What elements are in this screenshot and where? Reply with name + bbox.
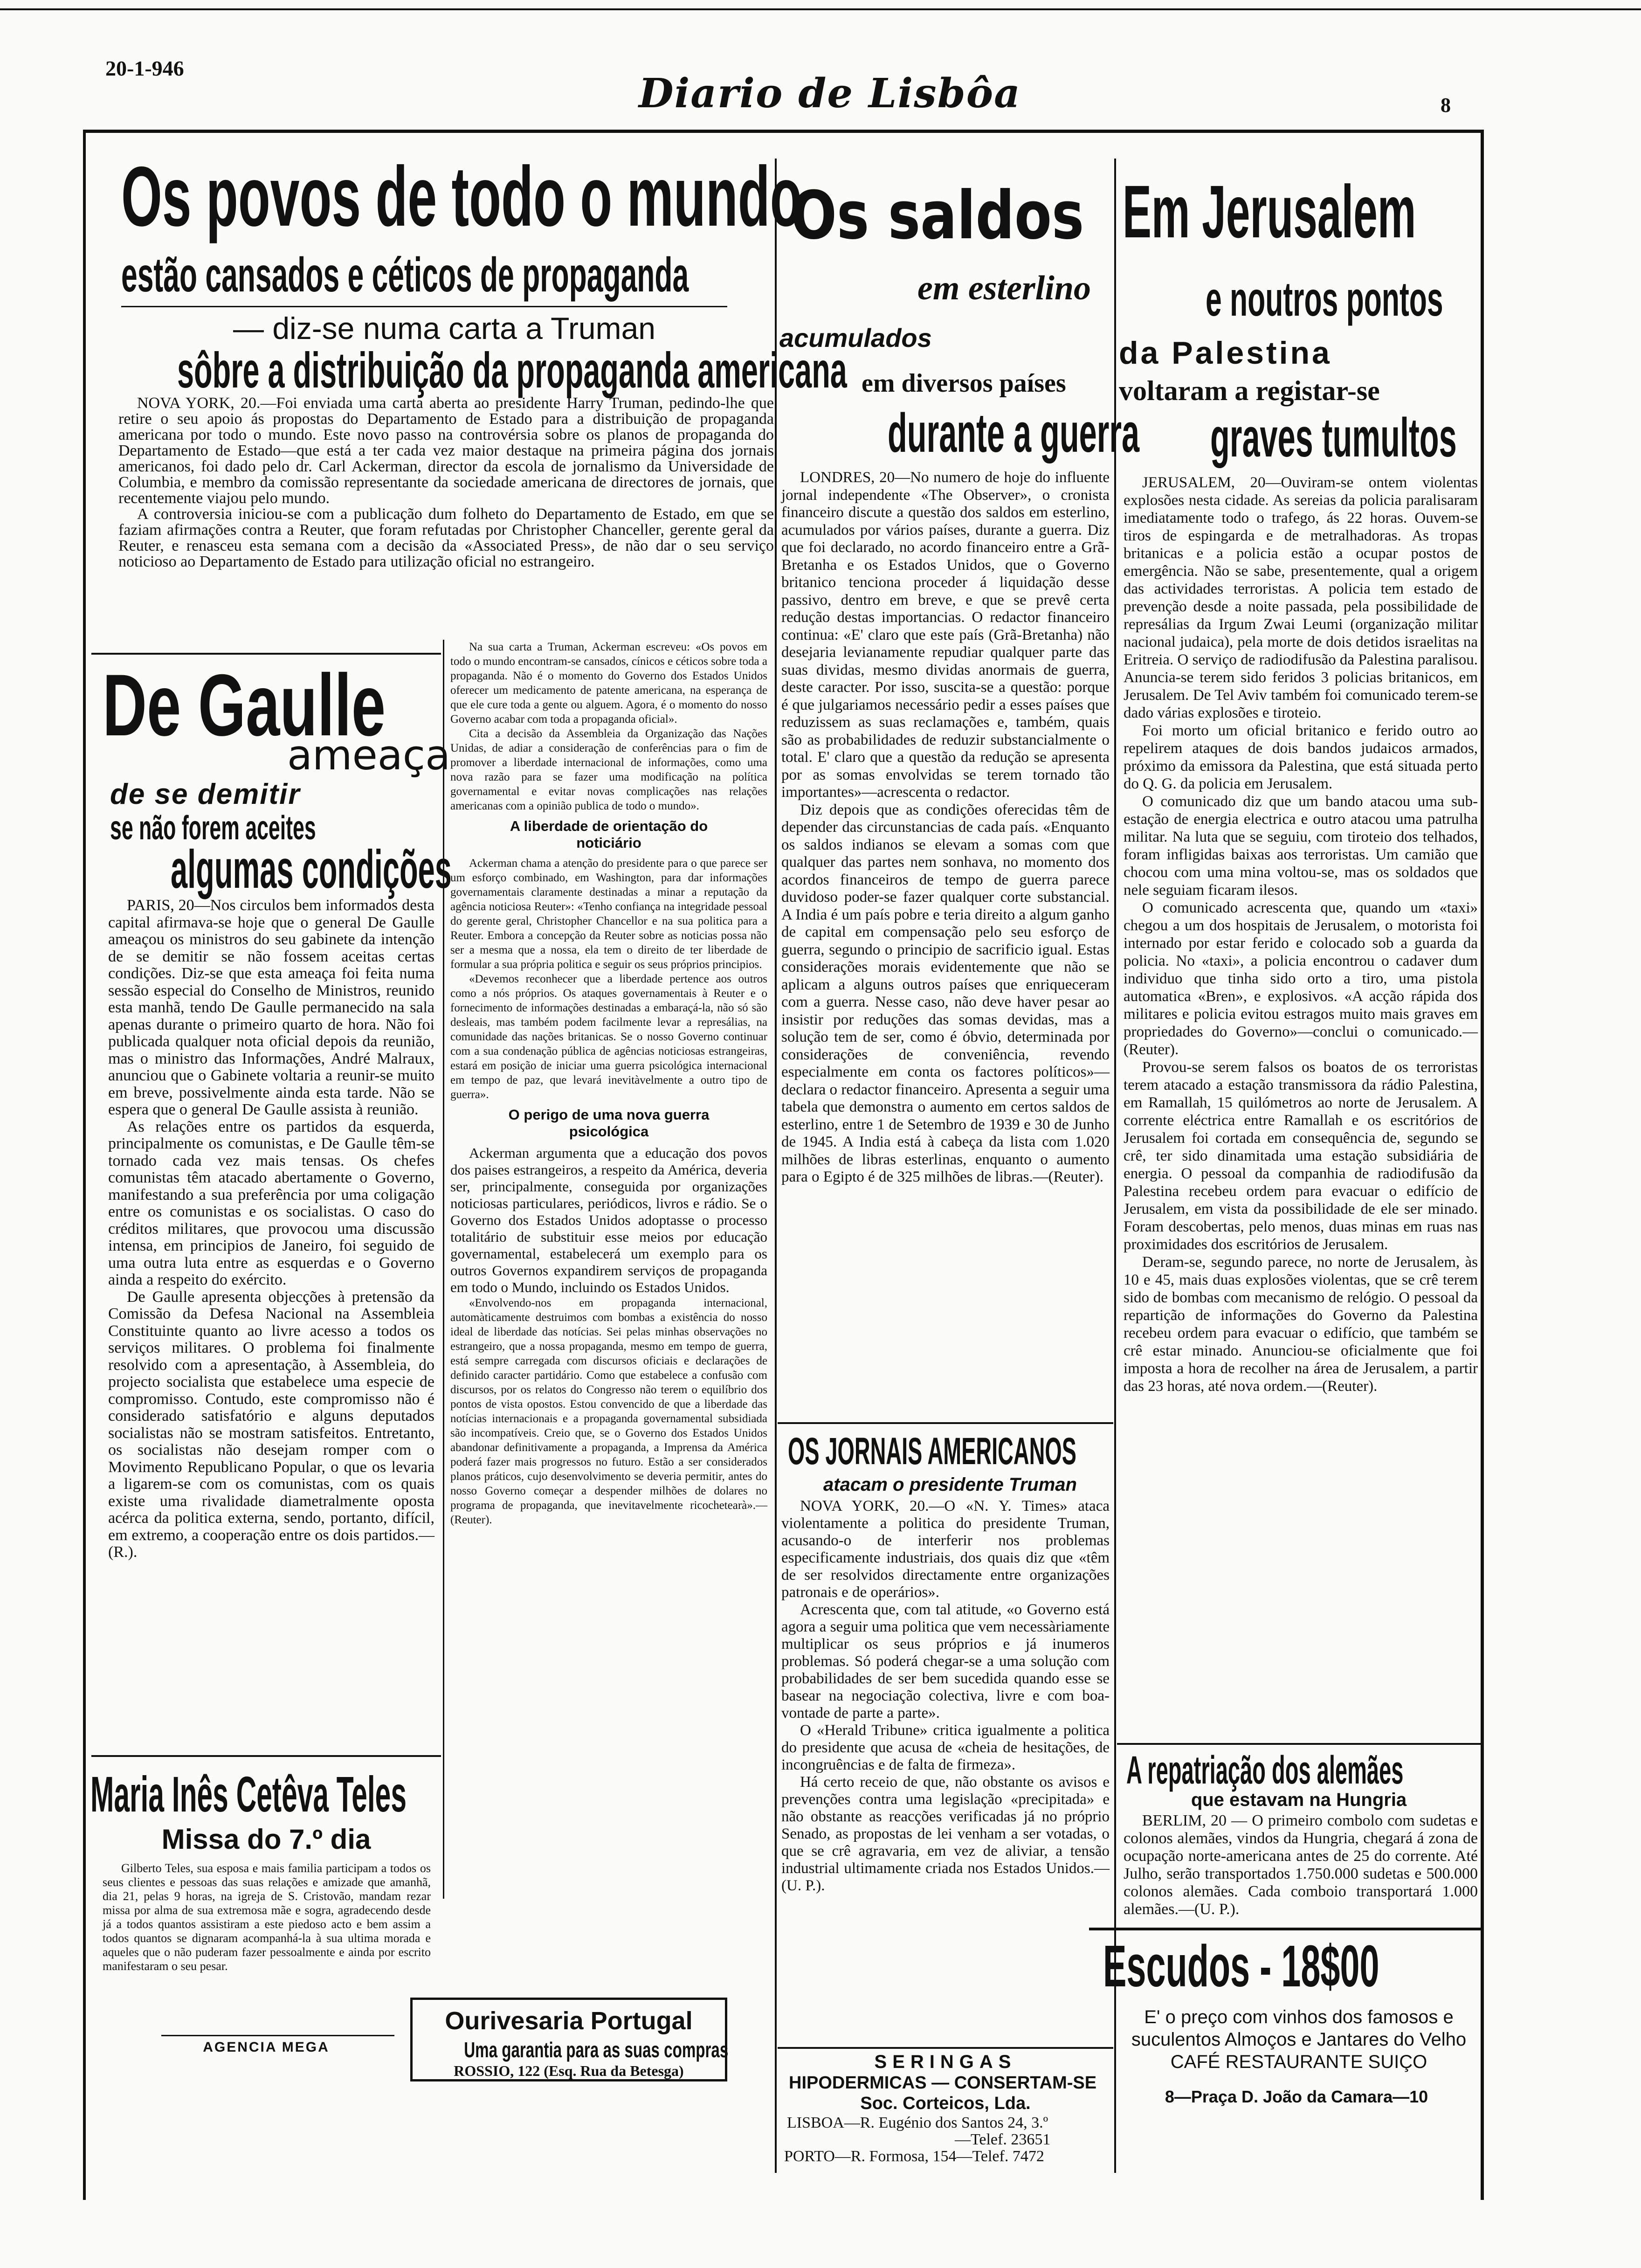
- paragraph: NOVA YORK, 20.—Foi enviada uma carta aberta ao presidente Harry Truman, pedindo-lhe que retire o seu apoio ás propostas do Departamento de Estado para a distribuição de propaganda americana por todo o mundo. Este novo passo na controvérsia sobre os planos de propaganda do Departamento de Estado—que está a ter cada vez maior destaque na primeira página dos jornais americanos, foi dado pelo dr. Carl Ackerman, director da escola de jornalismo da Universidade de Columbia, e membro da comissão representante da sociedade americana de directores de jornais, que recentemente viajou pelo mundo.: [118, 394, 774, 507]
- deck2: de se demitir: [110, 778, 301, 810]
- deck2: acumulados: [779, 323, 932, 353]
- paragraph: «Devemos reconhecer que a liberdade pertence aos outros como a nós próprios. Os ataques governamentais à Reuter e o fornecimento de informações destinadas a embaraçá-la, não só são desleais, mas também podem facilmente levar a represálias, na comunidade das nações britanicas. Se o nosso Governo continuar com a sua condenação pública de agências noticiosas estrangeiras, estará em posição de iniciar uma guerra psicológica internacional em tempo de paz, que levará inevitàvelmente a outro tipo de guerra».: [450, 973, 767, 1101]
- headline: Os povos de todo o mundo: [121, 149, 802, 244]
- ad-address: 8—Praça D. João da Camara—10: [1165, 2087, 1428, 2106]
- deck2: da Palestina: [1119, 335, 1332, 371]
- paragraph: Provou-se serem falsos os boatos de os terroristas terem atacado a estação transmissora da rádio Palestina, em Ramallah, 15 quilómetros ao norte de Jerusalem. A corrente eléctrica entre Ramallah e os escritórios de Jerusalem foi cortada em consequência de, segundo se crê, ter sido dinamitada uma estação subsidiária de energia. O pessoal da companhia de radiodifusão da Palestina recebeu ordem para evacuar o edifício de Jerusalem, em vista da possibilidade de ele ser minado. Foram descobertas, pelo menos, duas minas em ruas nas proximidades dos escritórios de Jerusalem.: [1124, 1059, 1478, 1253]
- ad-address: ROSSIO, 122 (Esq. Rua da Betesga): [454, 2062, 684, 2079]
- headline: De Gaulle: [103, 656, 386, 754]
- paragraph: LONDRES, 20—No numero de hoje do influente jornal independente «The Observer», o cronista financeiro discute a questão dos saldos em esterlino, acumulados por vários países, durante a guerra. Diz que foi declarado, no acordo financeiro entre a Grã-Bretanha e os Estados Unidos, que o Governo britanico tenciona proceder á liquidação desse passivo, dentro em breve, e que se prevê certa redução destas importancias. O redactor financeiro continua: «E' claro que este país (Grã-Bretanha) não desejaria levianamente repudiar qualquer parte das suas dividas, mesmo dividas anormais de guerra, deste caracter. Por isso, suscita-se a questão: porque é que julgariamos necessário pedir a esses países que reduzissem as suas reclamações e, também, quais são as probabilidades de reduzir substancialmente o total. E' claro que a questão da redução se apresenta por as somas envolvidas se terem tornado tão importantes»—acrescenta o redactor.: [781, 469, 1110, 801]
- headline: Os saldos: [791, 177, 1084, 254]
- deck1: em esterlino: [917, 269, 1091, 307]
- paragraph: Na sua carta a Truman, Ackerman escreveu: «Os povos em todo o mundo encontram-se cansados, cínicos e céticos sobre toda a propaganda. Não é o momento do Governo dos Estados Unidos oferecer um medicamento de patente americana, na esperança de que ele cure toda a gente ou alguem. Agora, é o momento do nosso Governo acabar com toda a propaganda oficial».: [450, 641, 767, 726]
- article-jornais: [778, 1422, 1113, 2028]
- deck: — diz-se numa carta a Truman: [233, 311, 656, 346]
- deck4: durante a guerra: [888, 402, 1140, 464]
- jerusalem-body: [1124, 474, 1478, 1395]
- rule: [161, 2035, 394, 2036]
- paragraph: NOVA YORK, 20.—O «N. Y. Times» ataca violentamente a politica do presidente Truman, acusando-o de interferir nos problemas especificamente industriais, dos quais diz que «têm de ser resolvidos directamente entre organizações patronais e de operários».: [781, 1498, 1110, 1601]
- article-jerusalem: [1117, 159, 1481, 1744]
- ad-escudos: [1089, 1928, 1481, 2114]
- ad-line: LISBOA—R. Eugénio dos Santos 24, 3.º: [787, 2114, 1048, 2131]
- de-gaulle-body: [108, 897, 434, 1561]
- rule: [778, 2047, 1113, 2049]
- headline: A repatriação dos alemães: [1126, 1748, 1404, 1792]
- rule: [91, 1755, 441, 1757]
- deck4: algumas condições: [171, 839, 452, 899]
- paragraph: Deram-se, segundo parece, no norte de Jerusalem, às 10 e 45, mais duas explosões violentas, que se crê terem sido de bombas com mecanismo de relógio. O pessoal da repartição de informações do Governo da Palestina recebeu ordem para evacuar o edifício, que também se crê estar minado. Anunciou-se oficialmente que foi imposta a hora de recolher na área de Jerusalem, a partir das 23 horas, até nova ordem.—(Reuter).: [1124, 1254, 1478, 1395]
- ad-text: E' o preço com vinhos dos famosos e suculentos Almoços e Jantares do Velho CAFÉ RESTAURANTE SUIÇO: [1131, 2007, 1467, 2072]
- paragraph: Foi morto um oficial britanico e ferido outro ao repelirem ataques de dois bandos judaicos armados, próximo da emissora da Palestina, que está situada perto do Q. G. da policia em Jerusalem.: [1124, 722, 1478, 792]
- paragraph: O comunicado acrescenta que, quando um «taxi» chegou a um dos hospitais de Jerusalem, o motorista foi internado por estar ferido e colocado sob a guarda da policia. No «taxi», a policia encontrou o cadaver dum individuo que tinha sido orto a tiro, uma pistola automatica «Bren», e explosivos. «A acção rápida dos militares e policia evitou estragos muito mais graves em propriedades do Governo»—conclui o comunicado.—(Reuter).: [1124, 899, 1478, 1058]
- issue-date: 20-1-946: [105, 56, 184, 80]
- paragraph: Ackerman chama a atenção do presidente para o que parece ser um esforço combinado, em Washington, para dar informações governamentais claramente destinadas a minar a reputação da agência noticiosa Reuter»: «Tenho confiança na integridade pessoal do gerente geral, Christopher Chancellor e na sua politica para a Reuter. Embora a concepção da Reuter sobre as noticias possa não ser a mesma que a nossa, ela tem o direito de ter liberdade de formular a sua própria politica e seguir os seus próprios principios.: [450, 857, 767, 971]
- paragraph: O comunicado diz que um bando atacou uma sub-estação de energia electrica e outro atacou uma patrulha militar. Na luta que se seguiu, com tiroteio dos telhados, foram infligidas baixas aos terroristas. Um camião que chocou com uma mina voltou-se, mas os soldados que nele seguiam ficaram ilesos.: [1124, 793, 1478, 899]
- paragraph: «Envolvendo-nos em propaganda internacional, automàticamente destruimos com bombas a existência do nosso ideal de liberdade das notícias. Sei pelas minhas observações no estrangeiro, que a nossa propaganda, mesmo em tempo de guerra, está sempre carregada com discursos oficiais e declarações de definido caracter partidário. Como que estabelece a confusão com discursos, por os relatos do Congresso não terem o equilíbrio dos pontos de vista opostos. Estou convencido de que a liberdade das notícias internacionais e a propaganda governamental subsidiada são incompatíveis. Creio que, se o Governo dos Estados Unidos abandonar definitivamente a propaganda, a Imprensa da América poderá fazer mais progressos no futuro. Estão a ser considerados planos práticos, cujo desenvolvimento se deveria permitir, antes do nosso Governo começar a despender milhões de dolares no programa de propaganda, que inevitavelmente ricochetearà».—(Reuter).: [450, 1297, 767, 1526]
- subheadline: estão cansados e céticos de propaganda: [121, 248, 689, 302]
- ad-line: Soc. Corteicos, Lda.: [860, 2094, 1031, 2113]
- ad-ourivesaria: [410, 1998, 727, 2081]
- ad-title: SERINGAS: [874, 2052, 1017, 2072]
- paragraph: Há certo receio de que, não obstante os avisos e prevenções contra uma legislação «precipitada» e não obstante as reacções verificadas já no próprio Senado, as propostas de lei venham a ser votadas, o que se crê agravaria, em vez de aliviar, a tensão industrial ultimamente criada nos Estados Unidos.—(U. P.).: [781, 1774, 1110, 1894]
- ad-line: HIPODERMICAS — CONSERTAM-SE: [789, 2073, 1097, 2093]
- page-number: 8: [1441, 94, 1451, 117]
- obituary: [91, 1755, 441, 2077]
- subheadline: que estavam na Hungria: [1191, 1790, 1407, 1810]
- headline: Em Jerusalem: [1123, 170, 1416, 253]
- headline: OS JORNAIS AMERICANOS: [788, 1430, 1076, 1473]
- masthead: Diario de Lisbôa: [639, 70, 1021, 117]
- deck4: graves tumultos: [1210, 407, 1457, 469]
- ad-slogan: [413, 2038, 729, 2062]
- saldos-body: [781, 469, 1110, 1186]
- article-propaganda: [93, 140, 847, 653]
- deck1: e noutros pontos: [1206, 272, 1443, 326]
- ad-slogan-text: Uma garantia para as suas compras: [464, 2038, 729, 2062]
- subheadline: atacam o presidente Truman: [823, 1474, 1077, 1495]
- subhead-perigo: O perigo de uma nova guerra psicológica: [508, 1106, 710, 1140]
- subhead-liberdade: A liberdade de orientação do noticiário: [510, 818, 708, 851]
- ad-name: Ourivesaria Portugal: [445, 2007, 693, 2035]
- paragraph: De Gaulle apresenta objecções à pretensão da Comissão da Defesa Nacional na Assembleia Constituinte quanto ao livre acesso a todos os serviços militares. O problema foi finalmente resolvido com a apresentação, à Assembleia, do projecto socialista que estabelece uma especie de compromisso. Contudo, este compromisso não é considerado satisfatório e alguns deputados socialistas não se mostram satisfeitos. Entretanto, os socialistas não desejam romper com o Movimento Republicano Popular, o que os levaria a ligarem-se com os comunistas, com os quais existe uma rivalidade diametralmente oposta acérca da politica externa, sendo, portanto, difícil, em extremo, a cooperação entre os dois partidos.—(R.).: [108, 1288, 434, 1561]
- ad-title: Escudos - 18$00: [1103, 1933, 1379, 1999]
- obituary-text: Gilberto Teles, sua esposa e mais familia participam a todos os seus clientes e pessoas das suas relações e amizade que amanhã, dia 21, pelas 9 horas, na igreja de S. Cristovão, mandam rezar missa por alma de sua extremosa mãe e sogra, agradecendo desde já a todos quantos assistiram a este piedoso acto e bem assim a todos quantos se dignaram acompanhá-la à sua ultima morada e aqueles que o não puderam fazer pessoalmente e ainda por escrito manifestaram o seu pesar.: [103, 1861, 431, 1973]
- paragraph: As relações entre os partidos da esquerda, principalmente os comunistas, e De Gaulle têm-se tornado cada vez mais tensas. Os chefes comunistas têm atacado abertamente o Governo, manifestando a sua preferência por uma coligação entre os comunistas e os socialistas. O caso do créditos militares, que provocou uma discussão intensa, em principios de Janeiro, foi seguido de uma outra luta entre as esquerdas e o Governo ainda a respeito do exército.: [108, 1118, 434, 1288]
- frame-left: [83, 130, 86, 2200]
- col-rule-1: [443, 640, 444, 1899]
- paragraph: Ackerman argumenta que a educação dos povos dos paises estrangeiros, a respeito da América, deveria ser, principalmente, conseguida por organizações noticiosas particulares, periódicos, livros e rádio. Se o Governo dos Estados Unidos adoptasse o processo totalitário de substituir esse meios por educação governamental, estabelecerá um exemplo para os outros Governos expandirem serviços de propaganda em todo o Mundo, incluindo os Estados Unidos.: [450, 1145, 767, 1295]
- paragraph: A controversia iniciou-se com a publicação dum folheto do Departamento de Estado, em que se faziam afirmações contra a Reuter, que foram refutadas por Christopher Chanceller, gerente geral da Reuter, e renasceu esta semana com a decisão da «Associated Press», de não dar o seu serviço noticioso ao Departamento de Estado para utilização oficial no estrangeiro.: [118, 505, 774, 570]
- repatriacao-body: [1124, 1812, 1478, 1918]
- lead-paragraph: [118, 395, 774, 570]
- obituary-name: Maria Inês Cetêva Teles: [90, 1766, 407, 1822]
- article-repatriacao: [1117, 1743, 1481, 1929]
- rule: [1117, 1743, 1481, 1745]
- paragraph: O «Herald Tribune» critica igualmente a politica do presidente que acusa de «cheia de hesitações, de incongruências e de falta de firmeza».: [781, 1722, 1110, 1773]
- rule: [778, 1422, 1113, 1424]
- rule: [1089, 1928, 1481, 1930]
- deck3: em diversos países: [862, 369, 1066, 398]
- agency-name: AGENCIA MEGA: [203, 2040, 330, 2055]
- headline-rule: [121, 306, 727, 307]
- obituary-mass: Missa do 7.º dia: [161, 1824, 371, 1855]
- jornais-body: [781, 1498, 1110, 1895]
- deck3: voltaram a registar-se: [1119, 375, 1380, 406]
- paragraph: BERLIM, 20 — O primeiro combolo com sudetas e colonos alemães, vindos da Hungria, chegará á zona de ocupação norte-americana antes de 25 do corrente. Até Julho, serão transportados 1.750.000 sudetas e 500.000 colonos alemães. Cada comboio transportará 1.000 alemães.—(U. P.).: [1124, 1812, 1478, 1918]
- article-de-gaulle: [91, 653, 452, 1632]
- ad-seringas: [778, 2047, 1113, 2164]
- deck1: ameaça: [287, 731, 451, 779]
- col-rule-2: [775, 159, 777, 2173]
- article-propaganda-col2: [450, 640, 767, 1527]
- top-rule: [0, 8, 1641, 10]
- rule: [91, 653, 441, 655]
- paragraph: Acrescenta que, com tal atitude, «o Governo está agora a seguir uma politica que vem necessàriamente multiplicar os seus próprios e já inumeros problemas. Só poderá chegar-se a uma solução com probabilidades de ser bem sucedida quando esse se basear na negociação colectiva, livre e com boa-vontade de parte a parte».: [781, 1601, 1110, 1722]
- paragraph: JERUSALEM, 20—Ouviram-se ontem violentas explosões nesta cidade. As sereias da policia paralisaram imediatamente todo o trafego, ás 22 horas. Ouvem-se tiros de espingarda e de metralhadoras. As tropas britanicas e a policia estão a ocupar postos de emergência. Não se sabe, presentemente, qual a origem das actividades terroristas. A policia tem estado de prevenção desde a noite passada, pela possibilidade de represálias da Irgum Zwai Leumi (organização militar nacional judaica), pela morte de dois detidos israelitas na Eritreia. O serviço de radiodifusão da Palestina paralisou. Anuncia-se terem sido feridos 3 policias britanicos, em Jerusalem. De Tel Aviv também foi comunicado terem-se dado várias explosões e tiroteio.: [1124, 474, 1478, 721]
- paragraph: Cita a decisão da Assembleia da Organização das Nações Unidas, de adiar a consideração de conferências para o fim de promover a liberdade internacional de informações, como uma nova razão para se fazer uma modificação na política governamental e evitar novas complicações nas relações americanas com a opinião publica de todo o mundo».: [450, 727, 767, 812]
- deck2: sôbre a distribuição da propaganda americana: [177, 342, 847, 398]
- frame-right: [1481, 130, 1484, 2200]
- ad-line: PORTO—R. Formosa, 154—Telef. 7472: [784, 2148, 1044, 2165]
- paragraph: Diz depois que as condições oferecidas têm de depender das circunstancias de cada país. «Enquanto os saldos indianos se elevam a somas com que qualquer das partes nem sonhava, no momento dos acordos financeiros de tempo de guerra parece duvidoso poder-se fazer qualquer corte substancial. A India é um país pobre e teria direito a algum ganho de capital em compensação pelo seu esforço de guerra, segundo o principio de sacrificio igual. Estas considerações morais evidentemente que não se aplicam a alguns outros países que enriqueceram com a guerra. Nesse caso, não deve haver pesar ao insistir por reduções das somas devidas, mas a solução tem de ser, como é óbvio, determinada por considerações de conveniência, revendo especialmente em conta os factores políticos»—declara o redactor financeiro. Apresenta a seguir uma tabela que demonstra o aumento em certos saldos de esterlino, entre 1 de Setembro de 1939 e 30 de Junho de 1945. A India está à cabeça da lista com 1.020 milhões de libras esterlinas, enquanto o aumento para o Egipto é de 325 milhões de libras.—(Reuter).: [781, 801, 1110, 1185]
- paragraph: PARIS, 20—Nos circulos bem informados desta capital afirmava-se hoje que o general De Gaulle ameaçou os ministros do seu gabinete da intenção de se demitir se não fossem aceitas certas condições. Diz-se que esta ameaça foi feita numa sessão especial do Conselho de Ministros, reunido esta manhã, tendo De Gaulle permanecido na sala apenas durante o primeiro quarto de hora. Não foi publicada qualquer nota oficial depois da reunião, mas o ministro das Informações, André Malraux, anunciou que o Gabinete voltaria a reunir-se muito em breve, possivelmente ainda esta tarde. Não se espera que o general De Gaulle assista à reunião.: [108, 897, 434, 1118]
- ad-line: —Telef. 23651: [955, 2131, 1051, 2148]
- frame-top: [84, 130, 1482, 133]
- deck3: se não forem aceites: [110, 809, 316, 847]
